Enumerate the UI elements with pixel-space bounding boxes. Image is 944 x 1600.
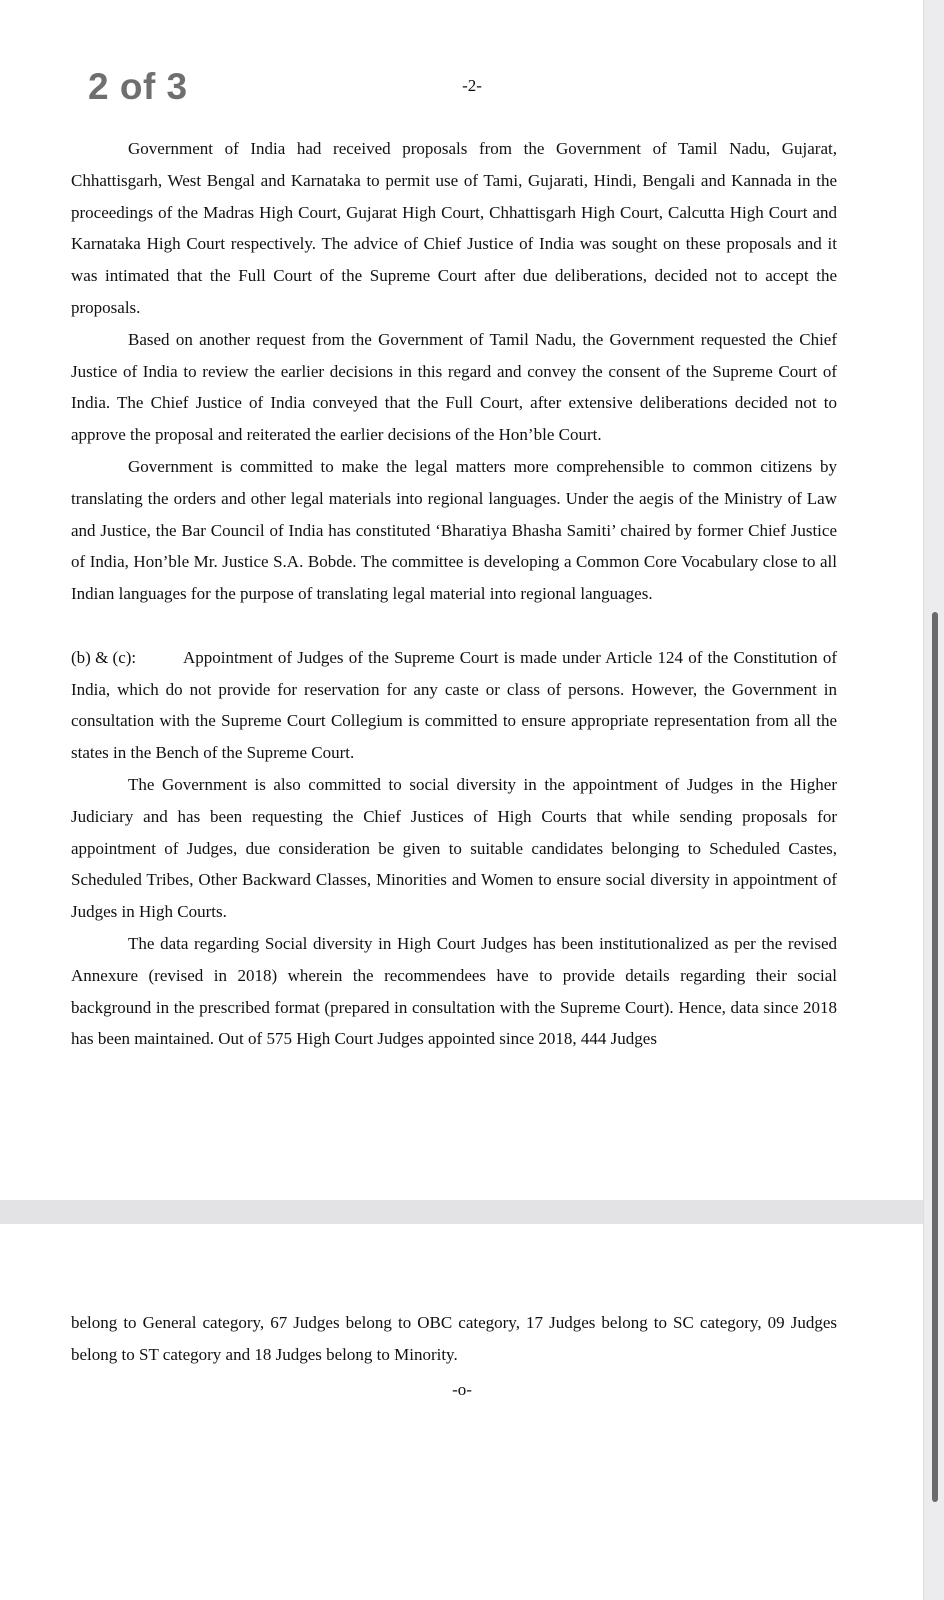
section-b-c-text: Appointment of Judges of the Supreme Court is made under Article 124 of the Constitution of India, which do not provide for reservation for any caste or class of persons. However, the Government in consultation with the Supreme Court Collegium is committed to ensure appropriate representation from all the states in the Bench of the Supreme Court. (71, 647, 837, 763)
page-number: -2- (462, 76, 482, 95)
paragraph-language-proposals: Government of India had received proposals from the Government of Tamil Nadu, Gujarat, Chhattisgarh, West Bengal and Karnataka to permit use of Tami, Gujarati, Hindi, Bengali and Kannada in the proceedings of the Madras High Court, Gujarat High Court, Chhattisgarh High Court, Calcutta High Court and Karnataka High Court respectively. The advice of Chief Justice of India was sought on these proposals and it was intimated that the Full Court of the Supreme Court after due deliberations, decided not to accept the proposals. (71, 139, 837, 317)
end-mark: -o- (452, 1380, 472, 1399)
vertical-scrollbar[interactable] (923, 0, 944, 1600)
page-indicator: 2 of 3 (88, 66, 188, 107)
page-body (71, 133, 837, 1055)
paragraph-tamil-nadu-request: Based on another request from the Government of Tamil Nadu, the Government requested the Chief Justice of India to review the earlier decisions in this regard and convey the consent of the Supreme Court of India. The Chief Justice of India conveyed that the Full Court, after extensive deliberations decided not to approve the proposal and reiterated the earlier decisions of the Hon’ble Court. (71, 329, 837, 445)
paragraph-social-diversity: The Government is also committed to social diversity in the appointment of Judges in the Higher Judiciary and has been requesting the Chief Justices of High Courts that while sending proposals for appointment of Judges, due consideration be given to suitable candidates belonging to Scheduled Castes, Scheduled Tribes, Other Backward Classes, Minorities and Women to ensure social diversity in appointment of Judges in High Courts. (71, 774, 837, 922)
scrollbar-thumb[interactable] (932, 612, 938, 1502)
paragraph-category-breakdown: belong to General category, 67 Judges belong to OBC category, 17 Judges belong to SC category, 09 Judges belong to ST category and 18 Judges belong to Minority. (71, 1313, 837, 1364)
section-tag-b-c: (b) & (c): (71, 647, 137, 667)
page-separator (0, 1200, 924, 1224)
document-page-3 (0, 1224, 924, 1600)
paragraph-section-b-c (71, 642, 837, 769)
paragraph-translation-commitment: Government is committed to make the legal matters more comprehensible to common citizens by translating the orders and other legal materials into regional languages. Under the aegis of the Ministry of Law and Justice, the Bar Council of India has constituted ‘Bharatiya Bhasha Samiti’ chaired by former Chief Justice of India, Hon’ble Mr. Justice S.A. Bobde. The committee is developing a Common Core Vocabulary close to all Indian languages for the purpose of translating legal material into regional languages. (71, 456, 837, 604)
paragraph-diversity-data: The data regarding Social diversity in High Court Judges has been institutionalized as per the revised Annexure (revised in 2018) wherein the recommendees have to provide details regarding their social background in the prescribed format (prepared in consultation with the Supreme Court). Hence, data since 2018 has been maintained. Out of 575 High Court Judges appointed since 2018, 444 Judges (71, 933, 837, 1049)
page-3-body (71, 1307, 837, 1371)
